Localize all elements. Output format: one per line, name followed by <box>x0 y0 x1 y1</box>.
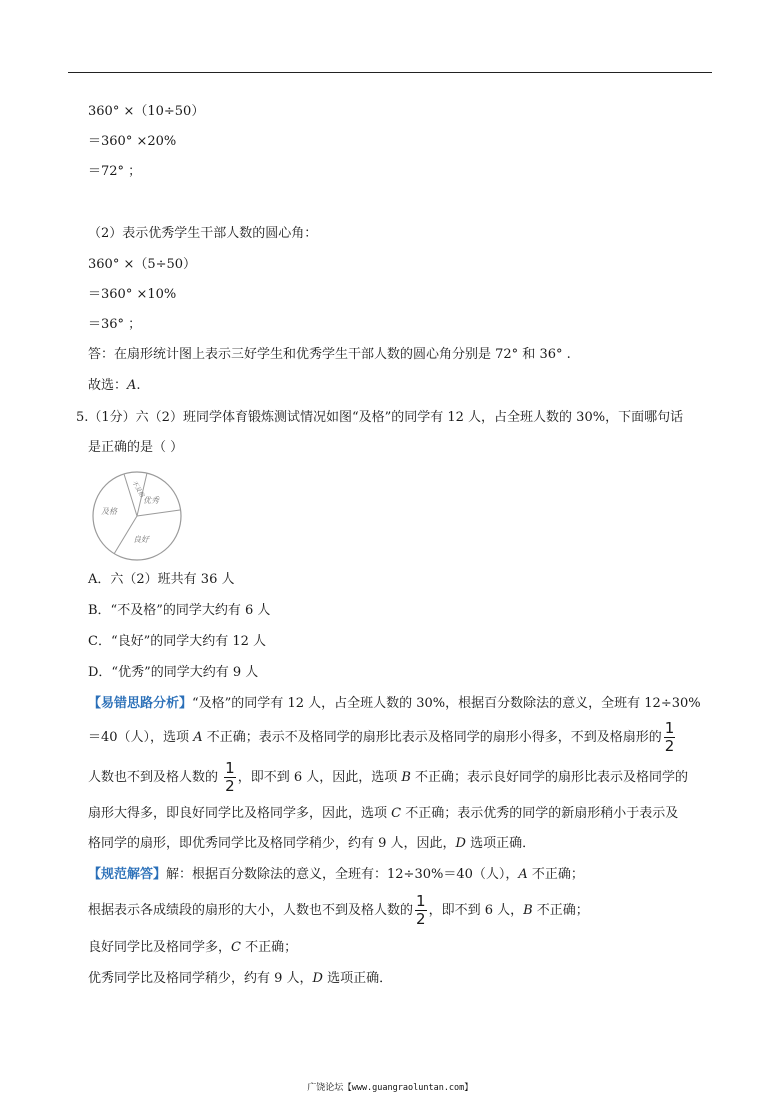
pie-label-bujige: 不及格 <box>130 479 146 499</box>
fraction-one-half: $\frac{1}{2}$ <box>225 759 235 795</box>
header-rule <box>68 72 712 73</box>
solution-line-1: 【规范解答】解：根据百分数除法的意义，全班有：12÷30%＝40（人），A 不正确； <box>88 867 584 882</box>
option-c: C．“良好”的同学大约有 12 人 <box>88 634 267 649</box>
choice-prefix: 故选： <box>88 378 128 393</box>
sub-question-2: （2）表示优秀学生干部人数的圆心角： <box>88 226 318 241</box>
option-a: A．六（2）班共有 36 人 <box>88 572 235 587</box>
analysis-line-1: 【易错思路分析】“及格”的同学有 12 人，占全班人数的 30%，根据百分数除法的意义，全班有 12÷30% <box>88 696 701 711</box>
calc-line: ＝36° ； <box>88 317 142 332</box>
choice-suffix: . <box>136 378 141 393</box>
pie-label-jige: 及格 <box>101 507 117 516</box>
pie-chart <box>91 470 183 562</box>
footer-url[interactable]: 【www.guangraoluntan.com】 <box>343 1083 473 1093</box>
pie-divider <box>137 510 180 516</box>
question-5-stem-cont: 是正确的是（ ） <box>88 440 184 455</box>
answer-line: 答：在扇形统计图上表示三好学生和优秀学生干部人数的圆心角分别是 72° 和 36° . <box>88 347 571 362</box>
solution-tag: 【规范解答】 <box>88 867 167 882</box>
pie-label-lianghao: 良好 <box>133 535 149 544</box>
pie-label-youxiu: 优秀 <box>143 496 159 505</box>
calc-line: ＝360° ×20% <box>88 134 177 149</box>
footer-brand: 广饶论坛 <box>307 1083 344 1093</box>
page-footer <box>0 1080 780 1093</box>
fraction-one-half: $\frac{1}{2}$ <box>416 892 426 928</box>
fraction-one-half: $\frac{1}{2}$ <box>664 719 675 755</box>
solution-line-2: 根据表示各成绩段的扇形的大小，人数也不到及格人数的 $\frac{1}{2}$ ，即不到 6 人，B 不正确； <box>88 892 589 928</box>
analysis-line-5: 格同学的扇形，即优秀同学比及格同学稍少，约有 9 人，因此，D 选项正确． <box>88 836 536 851</box>
choice-line <box>88 378 141 394</box>
choice-letter: A <box>127 378 137 393</box>
analysis-tag: 【易错思路分析】 <box>88 696 193 711</box>
solution-line-4: 优秀同学比及格同学稍少，约有 9 人，D 选项正确． <box>88 971 393 986</box>
option-b: B．“不及格”的同学大约有 6 人 <box>88 603 271 618</box>
analysis-line-4: 扇形大得多，即良好同学比及格同学多，因此，选项 C 不正确；表示优秀的同学的新扇形稍小于表示及 <box>88 806 679 821</box>
solution-line-3: 良好同学比及格同学多，C 不正确； <box>88 940 298 955</box>
calc-line: 360° ×（10÷50） <box>88 104 205 119</box>
analysis-line-2: ＝40（人），选项 A 不正确；表示不及格同学的扇形比表示及格同学的扇形小得多，不到及格扇形的 $\frac{1}{2}$ <box>88 719 675 755</box>
calc-line: 360° ×（5÷50） <box>88 257 197 272</box>
calc-line: ＝360° ×10% <box>88 287 177 302</box>
analysis-line-3: 人数也不到及格人数的 $\frac{1}{2}$ ，即不到 6 人，因此，选项 B 不正确；表示良好同学的扇形比表示及格同学的 <box>88 759 689 795</box>
calc-line: ＝72° ； <box>88 164 142 179</box>
question-5-stem: 5.（1分）六（2）班同学体育锻炼测试情况如图“及格”的同学有 12 人，占全班人数的 30%，下面哪句话 <box>76 410 684 425</box>
option-d: D．“优秀”的同学大约有 9 人 <box>88 665 259 680</box>
